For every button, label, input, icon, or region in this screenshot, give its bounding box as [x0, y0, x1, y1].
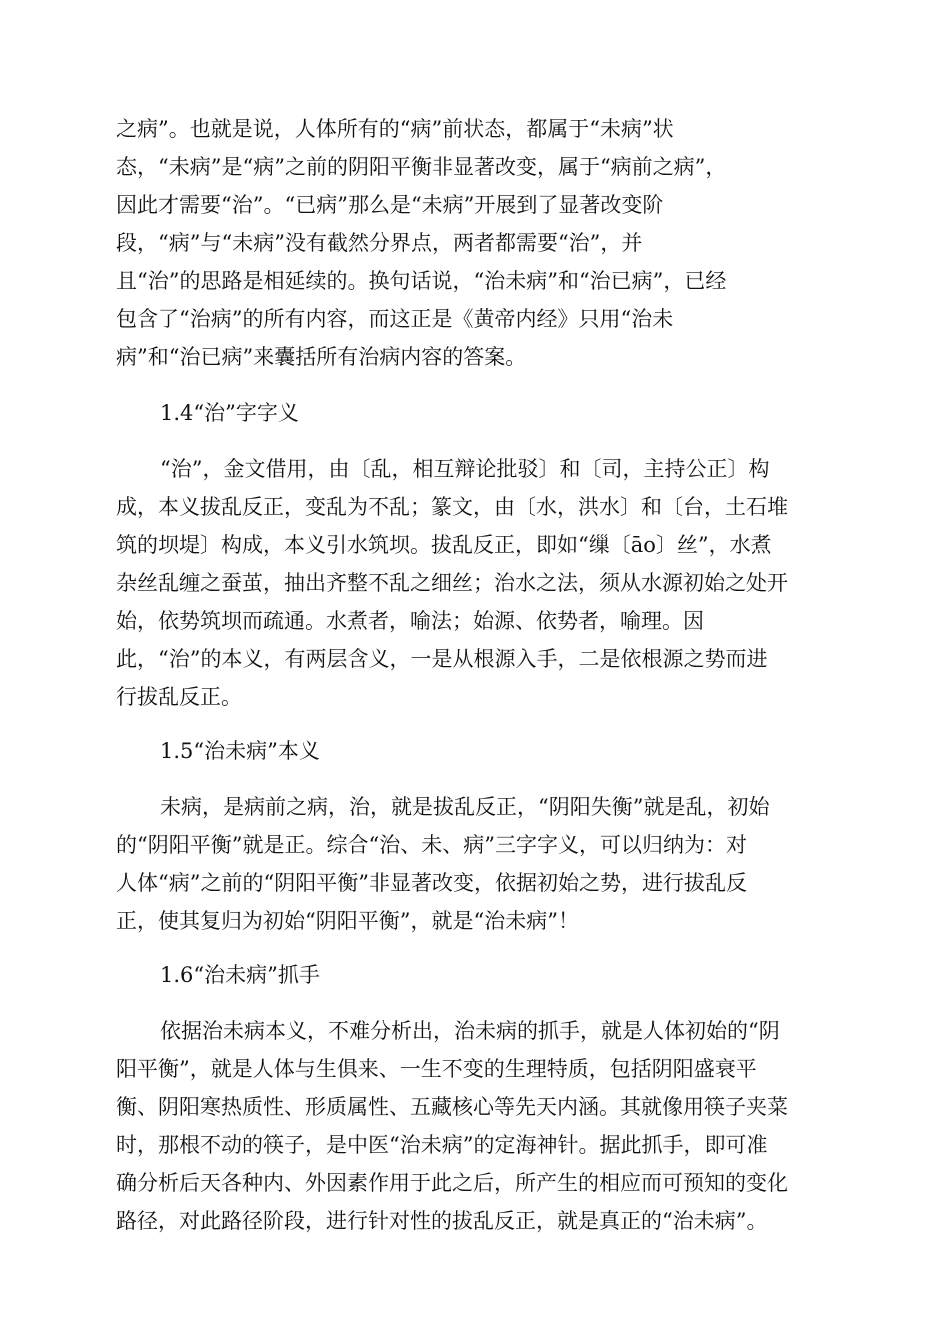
text-line: 筑的坝堤〕构成，本义引水筑坝。拔乱反正，即如“缫〔āo〕丝”，水煮 [116, 533, 772, 557]
text-line: 阳平衡”，就是人体与生俱来、一生不变的生理特质，包括阴阳盛衰平 [116, 1057, 757, 1081]
text-line: 确分析后天各种内、外因素作用于此之后，所产生的相应而可预知的变化 [116, 1171, 788, 1195]
text-line: 衡、阴阳寒热质性、形质属性、五藏核心等先天内涵。其就像用筷子夹菜 [116, 1095, 788, 1119]
section-heading-1-5: 1.5“治未病”本义 [160, 739, 320, 763]
text-line: 此，“治”的本义，有两层含义，一是从根源入手，二是依根源之势而进 [116, 647, 768, 671]
text-line: 的“阴阳平衡”就是正。综合“治、未、病”三字字义，可以归纳为：对 [116, 833, 747, 857]
section-heading-1-6: 1.6“治未病”抓手 [160, 963, 320, 987]
text-line: 之病”。也就是说，人体所有的“病”前状态，都属于“未病”状 [116, 117, 674, 141]
section-heading-1-4: 1.4“治”字字义 [160, 401, 299, 425]
text-line: 杂丝乱缠之蚕茧，抽出齐整不乱之细丝；治水之法，须从水源初始之处开 [116, 571, 788, 595]
text-line: 未病，是病前之病，治，就是拔乱反正，“阴阳失衡”就是乱，初始 [160, 795, 770, 819]
text-line: 成，本义拔乱反正，变乱为不乱；篆文，由〔水，洪水〕和〔台，土石堆 [116, 495, 788, 519]
text-line: 病”和“治已病”来囊括所有治病内容的答案。 [116, 345, 527, 369]
text-line: 依据治未病本义，不难分析出，治未病的抓手，就是人体初始的“阴 [160, 1019, 780, 1043]
text-line: 人体“病”之前的“阴阳平衡”非显著改变，依据初始之势，进行拔乱反 [116, 871, 747, 895]
text-line: 始，依势筑坝而疏通。水煮者，喻法；始源、依势者，喻理。因 [116, 609, 704, 633]
text-line: “治”，金文借用，由〔乱，相互辩论批驳〕和〔司，主持公正〕构 [160, 457, 770, 481]
text-line: 且“治”的思路是相延续的。换句话说，“治未病”和“治已病”，已经 [116, 269, 727, 293]
text-line: 行拔乱反正。 [116, 685, 242, 709]
text-line: 时，那根不动的筷子，是中医“治未病”的定海神针。据此抓手，即可准 [116, 1133, 768, 1157]
text-line: 包含了“治病”的所有内容，而这正是《黄帝内经》只用“治未 [116, 307, 674, 331]
text-line: 路径，对此路径阶段，进行针对性的拔乱反正，就是真正的“治未病”。 [116, 1209, 768, 1233]
text-line: 段，“病”与“未病”没有截然分界点，两者都需要“治”，并 [116, 231, 643, 255]
text-line: 态，“未病”是“病”之前的阴阳平衡非显著改变，属于“病前之病”， [116, 155, 727, 179]
text-line: 因此才需要“治”。“已病”那么是“未病”开展到了显著改变阶 [116, 193, 664, 217]
text-line: 正，使其复归为初始“阴阳平衡”，就是“治未病”！ [116, 909, 579, 933]
